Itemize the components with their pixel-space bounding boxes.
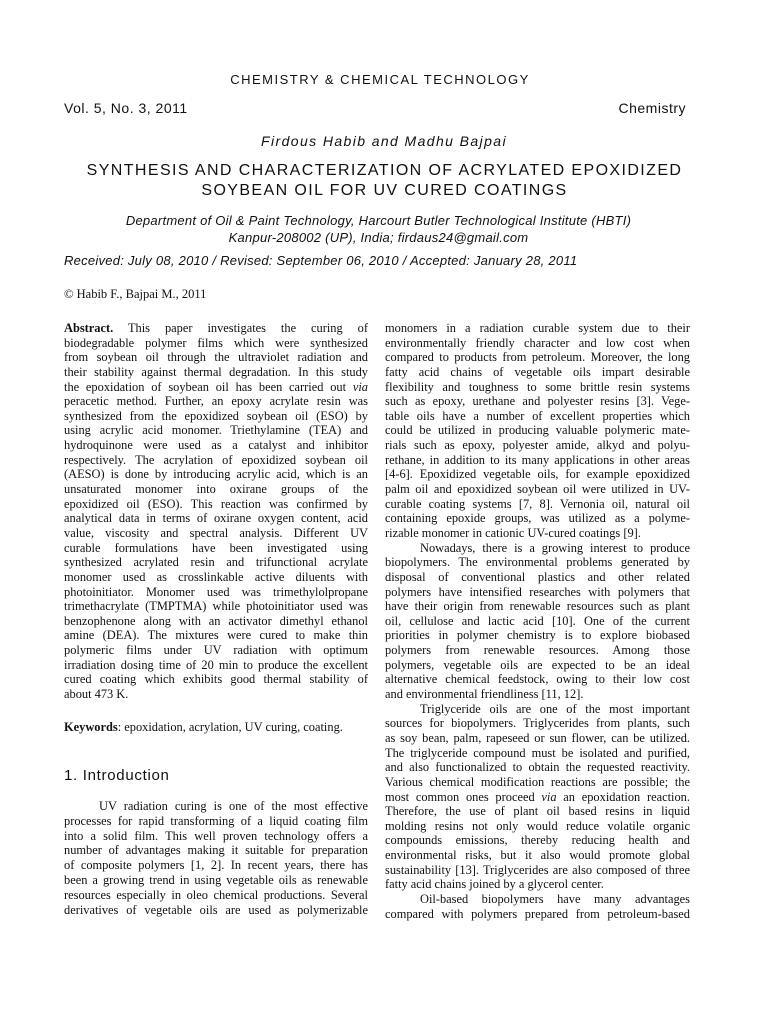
intro-line: could be utilized in producing valuable polymeric mate-	[385, 423, 690, 438]
intro-line: table oils have a number of excellent properties which	[385, 408, 690, 423]
intro-line	[385, 790, 690, 805]
title-line: SOYBEAN OIL FOR UV CURED COATINGS	[201, 182, 568, 199]
abstract-line: irradiation dosing time of 20 min to produce the excellent	[64, 657, 368, 672]
intro-line: [4-6]. Epoxidized vegetable oils, for example epoxidized	[385, 467, 690, 482]
intro-line: polymers from renewable resources. Among those	[385, 643, 690, 658]
intro-line: The triglyceride compound must be isolated and purified,	[385, 745, 690, 760]
abstract-line: epoxidized oil (ESO). This reaction was confirmed by	[64, 496, 368, 511]
abstract-line: monomer used as crosslinkable active diluents with	[64, 569, 368, 584]
abstract-line-text: This paper investigates the curing of	[127, 321, 368, 335]
intro-line-text: an epoxidation reaction.	[556, 789, 690, 804]
intro-line: processes for rapid transforming of a liquid coating film	[64, 813, 368, 828]
intro-line: Therefore, the use of plant oil based resins in liquid	[385, 804, 690, 819]
italic-term: via	[352, 379, 368, 394]
abstract-line-text: the epoxidation of soybean oil has been carried out	[64, 379, 353, 394]
keywords	[64, 720, 368, 735]
abstract-line: cured coating which exhibits good thermal stability of	[64, 672, 368, 687]
intro-line: and also functionalized to obtain the requested reactivity.	[385, 760, 690, 775]
intro-line: monomers in a radiation curable system due to their	[385, 321, 690, 335]
intro-line: polymers, vegetable oils are expected to be an ideal	[385, 657, 690, 672]
affiliation-line: Kanpur-208002 (UP), India; firdaus24@gmail.com	[228, 230, 529, 245]
intro-line: environmentally friendly character and low cost when	[385, 335, 690, 350]
abstract-line: using acrylic acid monomer. Triethylamine (TEA) and	[64, 423, 368, 438]
abstract-line: benzophenone along with an activator dimethyl ethanol	[64, 613, 368, 628]
abstract-line: unsaturated monomer into oxirane groups of the	[64, 482, 368, 497]
intro-paragraph	[385, 892, 690, 921]
intro-line: such as epoxy, urethane and polyester resins [3]. Vege-	[385, 394, 690, 409]
authors: Firdous Habib and Madhu Bajpai	[261, 133, 507, 149]
intro-line: disposal of conventional plastics and other related	[385, 569, 690, 584]
abstract-line: about 473 K.	[64, 687, 129, 702]
affiliation-line: Department of Oil & Paint Technology, Harcourt Butler Technological Institute (HBTI)	[125, 213, 632, 228]
intro-line: compared with polymers prepared from petroleum-based	[385, 906, 690, 921]
intro-line: compared to products from petroleum. Moreover, the long	[385, 350, 690, 365]
intro-line: compounds emissions, thereby reducing health and	[385, 833, 690, 848]
title-line: SYNTHESIS AND CHARACTERIZATION OF ACRYLATED EPOXIDIZED	[86, 162, 683, 179]
intro-paragraph	[385, 321, 690, 541]
intro-line: rethane, in addition to its many applications in other areas	[385, 452, 690, 467]
intro-line: environmental risks, but it also would promote global	[385, 848, 690, 863]
section-heading-introduction: 1. Introduction	[64, 767, 170, 784]
abstract-line: (AESO) is done by introducing acrylic acid, which is an	[64, 467, 368, 482]
abstract-line: their stability against thermal degradation. In this study	[64, 364, 368, 379]
intro-line: derivatives of vegetable oils are used as polymerizable	[64, 902, 368, 917]
intro-line: sources for biopolymers. Triglycerides from plants, such	[385, 716, 690, 731]
intro-line: number of advantages making it suitable for preparation	[64, 843, 368, 858]
abstract-line: respectively. The acrylation of epoxidized soybean oil	[64, 452, 368, 467]
journal-name: CHEMISTRY & CHEMICAL TECHNOLOGY	[230, 72, 530, 87]
intro-line-text: most common ones proceed	[385, 789, 542, 804]
intro-line: rizable monomer in cationic UV-cured coatings [9].	[385, 525, 641, 540]
intro-line: fatty acid chains of vegetable oils impart desirable	[385, 364, 690, 379]
intro-line: resources especially in oleo chemical productions. Several	[64, 887, 368, 902]
intro-line: UV radiation curing is one of the most effective	[99, 799, 368, 813]
intro-line: into a solid film. This well proven technology offers a	[64, 828, 368, 843]
affiliation	[0, 212, 757, 246]
intro-line: Triglyceride oils are one of the most important	[420, 701, 690, 716]
italic-term: via	[541, 789, 557, 804]
intro-line: Various chemical modification reactions are possible; the	[385, 774, 690, 789]
keywords-text: : epoxidation, acrylation, UV curing, coating.	[117, 720, 343, 734]
intro-paragraph	[64, 799, 368, 917]
intro-line: priorities in polymer chemistry is to explore biobased	[385, 628, 690, 643]
abstract-line: trimethacrylate (TMPTMA) while photoinitiator used was	[64, 599, 368, 614]
abstract-line: biodegradable polymer films which were synthesized	[64, 335, 368, 350]
intro-line: biopolymers. The environmental problems generated by	[385, 555, 690, 570]
abstract-line: value, viscosity and spectral analysis. Different UV	[64, 525, 368, 540]
intro-line: and environmental friendliness [11, 12].	[385, 687, 584, 702]
intro-line: Oil-based biopolymers have many advantages	[420, 891, 690, 906]
intro-line: fatty acid chains joined by a glycerol center.	[385, 877, 604, 892]
intro-line: alternative chemical feedstock, owing to their low cost	[385, 672, 690, 687]
article-title	[0, 161, 768, 201]
abstract-line: amine (DEA). The mixtures were cured to make thin	[64, 628, 368, 643]
abstract-line: curable formulations have been investigated using	[64, 540, 368, 555]
intro-paragraph	[385, 541, 690, 702]
intro-line: containing epoxide groups, was utilized as a polyme-	[385, 511, 690, 526]
intro-line: polymers have intensified researches with polymers that	[385, 584, 690, 599]
abstract	[64, 321, 368, 702]
abstract-line: synthesized acrylated resin and trifunctional acrylate	[64, 555, 368, 570]
intro-line: Nowadays, there is a growing interest to produce	[420, 540, 690, 555]
intro-paragraph	[385, 702, 690, 892]
intro-line: oil, cellulose and lactic acid [10]. One of the current	[385, 613, 690, 628]
intro-line: have their origin from renewable resources such as plant	[385, 599, 690, 614]
right-column	[385, 321, 690, 921]
abstract-line	[64, 321, 368, 336]
volume-info: Vol. 5, No. 3, 2011	[64, 100, 188, 116]
abstract-label: Abstract.	[64, 321, 114, 335]
abstract-line: hydroquinone were used as a catalyst and inhibitor	[64, 438, 368, 453]
intro-line: been a growing trend in using vegetable oils as renewable	[64, 872, 368, 887]
intro-line: palm oil and epoxidized soybean oil were utilized in UV-	[385, 482, 690, 497]
abstract-line: peracetic method. Further, an epoxy acrylate resin was	[64, 394, 368, 409]
intro-line: rials such as epoxy, polyester amide, alkyd and polyu-	[385, 438, 690, 453]
abstract-line: polymeric films under UV radiation with optimum	[64, 643, 368, 658]
intro-line: sustainability [13]. Triglycerides are also composed of three	[385, 862, 690, 877]
abstract-line: photoinitiator. Monomer used was trimethylolpropane	[64, 584, 368, 599]
abstract-line	[64, 380, 368, 395]
intro-line: of composite polymers [1, 2]. In recent years, there has	[64, 858, 368, 873]
abstract-line: from soybean oil through the ultraviolet radiation and	[64, 350, 368, 365]
copyright-notice: © Habib F., Bajpai M., 2011	[64, 287, 207, 301]
intro-line: curable coating systems [7, 8]. Vernonia oil, natural oil	[385, 496, 690, 511]
publication-dates: Received: July 08, 2010 / Revised: September 06, 2010 / Accepted: January 28, 2011	[64, 253, 578, 268]
journal-section: Chemistry	[618, 100, 686, 116]
intro-line: as soy bean, palm, rapeseed or sun flower, can be utilized.	[385, 730, 690, 745]
abstract-line: analytical data in terms of oxirane oxygen content, acid	[64, 511, 368, 526]
intro-line: flexibility and toughness to some brittle resin systems	[385, 379, 690, 394]
intro-line: molding resins not only would reduce volatile organic	[385, 818, 690, 833]
keywords-label: Keywords	[64, 720, 118, 734]
abstract-line: synthesized from the epoxidized soybean oil (ESO) by	[64, 408, 368, 423]
